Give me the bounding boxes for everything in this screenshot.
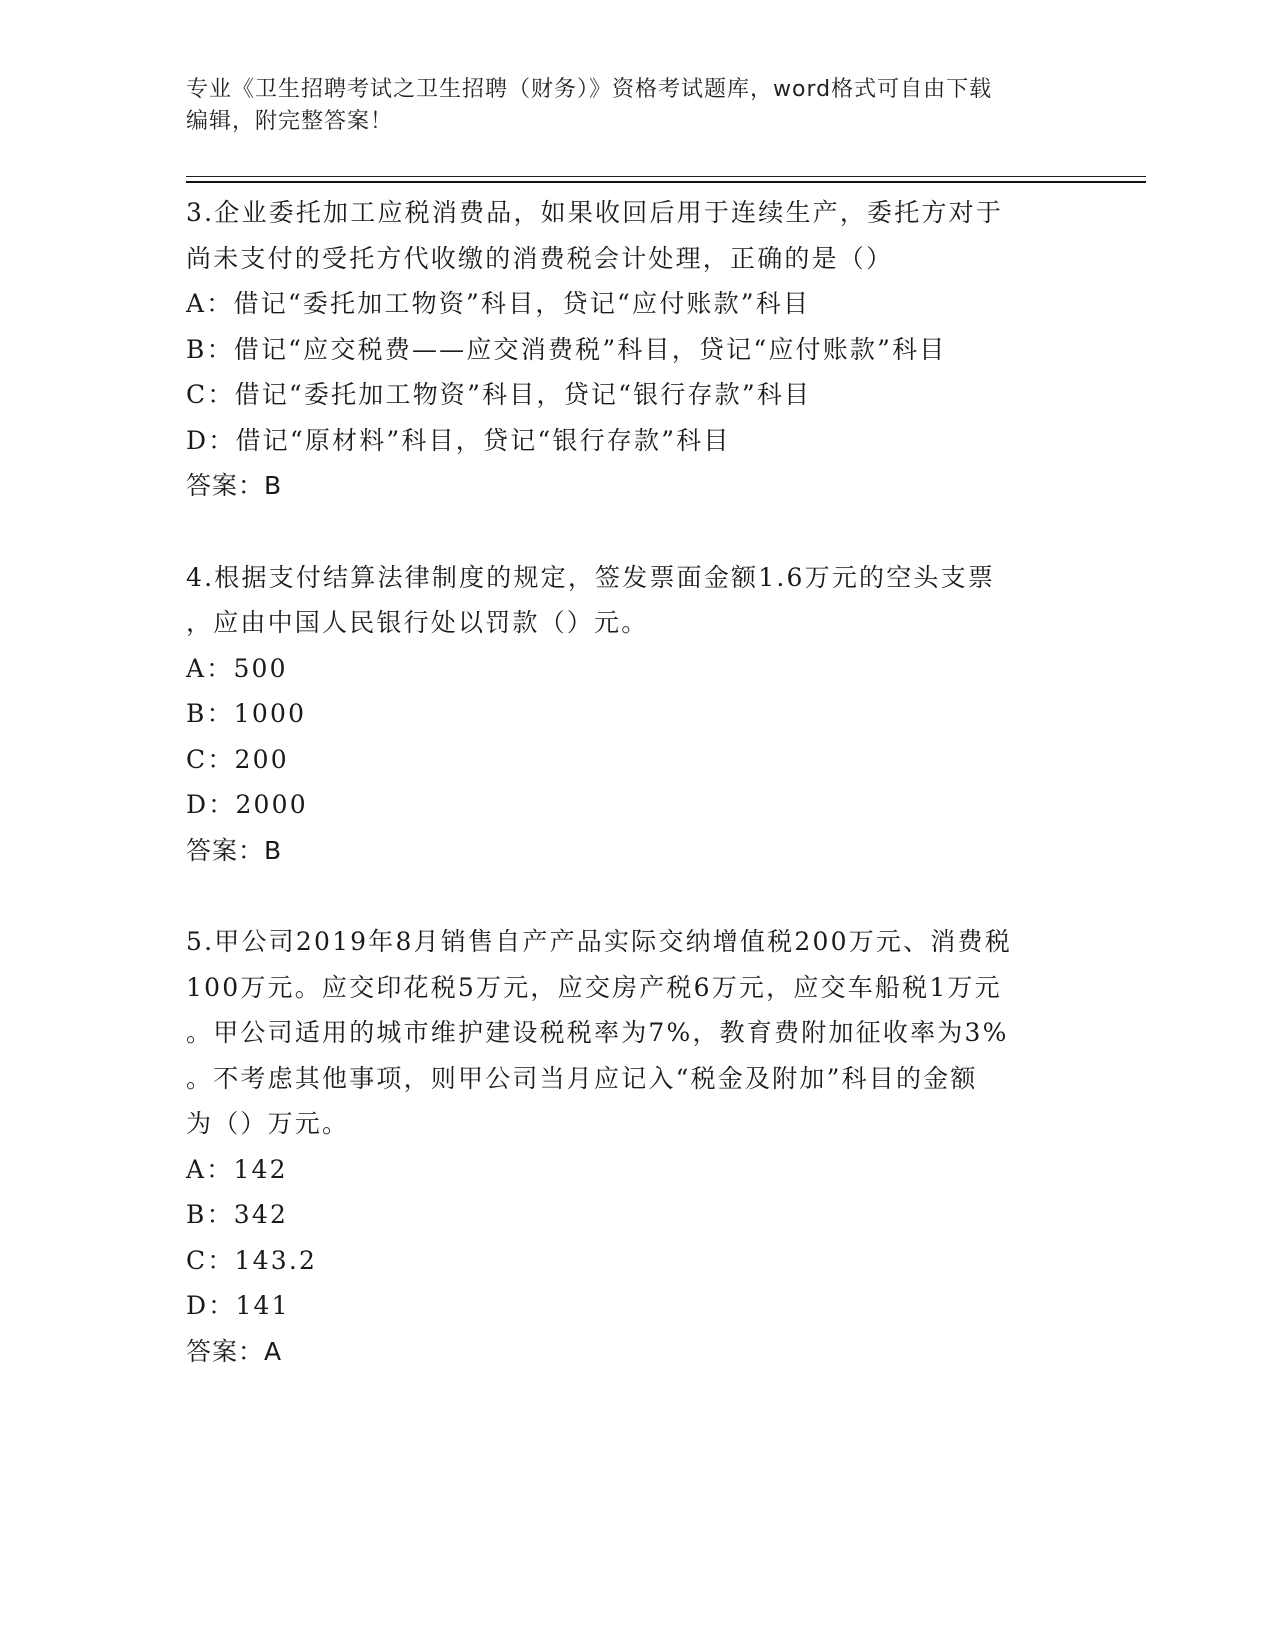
question-text-line: 尚未支付的受托方代收缴的消费税会计处理，正确的是（） bbox=[186, 243, 894, 273]
question-4 bbox=[186, 555, 1086, 874]
option-d: D：141 bbox=[186, 1291, 290, 1320]
header-line-1: 专业《卫生招聘考试之卫生招聘（财务）》资格考试题库，word格式可自由下载 bbox=[186, 77, 993, 102]
answer-label: 答案：B bbox=[186, 835, 283, 865]
question-3 bbox=[186, 190, 1086, 509]
option-b: B：借记“应交税费——应交消费税”科目，贷记“应付账款”科目 bbox=[186, 334, 947, 364]
question-text-line: 。甲公司适用的城市维护建设税税率为7%，教育费附加征收率为3% bbox=[186, 1018, 1009, 1047]
document-header bbox=[186, 74, 1086, 138]
option-a: A：500 bbox=[186, 653, 288, 683]
option-b: B：342 bbox=[186, 1200, 289, 1229]
question-text-line: 4.根据支付结算法律制度的规定，签发票面金额1.6万元的空头支票 bbox=[186, 562, 996, 592]
question-text-line: ，应由中国人民银行处以罚款（）元。 bbox=[186, 608, 649, 637]
answer-label: 答案：A bbox=[186, 1336, 283, 1366]
header-divider-thick bbox=[186, 181, 1146, 183]
question-text-line: 。不考虑其他事项，则甲公司当月应记入“税金及附加”科目的金额 bbox=[186, 1063, 978, 1093]
question-5 bbox=[186, 919, 1086, 1374]
question-text-line: 为（）万元。 bbox=[186, 1109, 350, 1138]
option-d: D：2000 bbox=[186, 790, 308, 819]
question-text-line: 5.甲公司2019年8月销售自产产品实际交纳增值税200万元、消费税 bbox=[186, 927, 1012, 956]
option-b: B：1000 bbox=[186, 699, 307, 728]
spacer bbox=[186, 509, 1086, 555]
header-divider-thin bbox=[186, 176, 1146, 177]
question-text-line: 100万元。应交印花税5万元，应交房产税6万元，应交车船税1万元 bbox=[186, 972, 1002, 1002]
header-line-2: 编辑，附完整答案！ bbox=[186, 109, 394, 134]
answer-label: 答案：B bbox=[186, 471, 283, 500]
question-list bbox=[186, 190, 1086, 1374]
option-a: A：142 bbox=[186, 1154, 288, 1184]
option-a: A：借记“委托加工物资”科目，贷记“应付账款”科目 bbox=[186, 289, 811, 318]
option-c: C：借记“委托加工物资”科目，贷记“银行存款”科目 bbox=[186, 380, 812, 409]
option-c: C：143.2 bbox=[186, 1245, 318, 1275]
option-d: D：借记“原材料”科目，贷记“银行存款”科目 bbox=[186, 425, 731, 455]
question-text-line: 3.企业委托加工应税消费品，如果收回后用于连续生产，委托方对于 bbox=[186, 198, 1004, 227]
option-c: C：200 bbox=[186, 744, 289, 774]
spacer bbox=[186, 873, 1086, 919]
